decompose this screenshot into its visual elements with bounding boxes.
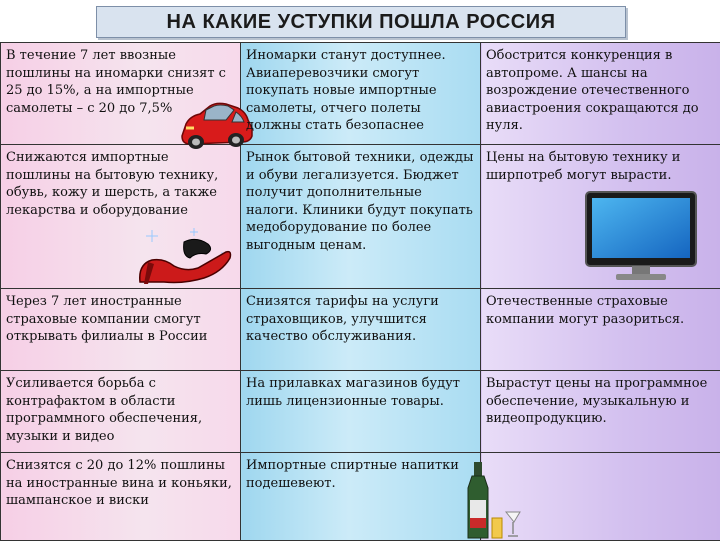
table-row: [1, 289, 720, 371]
measure-cell: [1, 453, 241, 541]
consequence-cell: [481, 371, 720, 453]
benefit-cell: [241, 453, 481, 541]
benefit-cell: [241, 43, 481, 145]
benefit-text: На прилавках магазинов будут лишь лицензионные товары.: [246, 375, 475, 410]
benefit-text: Снизятся тарифы на услуги страховщиков, улучшится качество обслуживания.: [246, 293, 475, 346]
table-row: [1, 43, 720, 145]
flat-screen-tv-icon: [582, 188, 700, 284]
table-row: [1, 453, 720, 541]
benefit-text: Импортные спиртные напитки подешевеют.: [246, 457, 475, 492]
measure-text: Снижаются импортные пошлины на бытовую технику, обувь, кожу и шерсть, а также лекарства и оборудование: [6, 149, 235, 219]
benefit-cell: [241, 371, 481, 453]
consequence-text: Отечественные страховые компании могут разориться.: [486, 293, 715, 328]
consequence-cell: [481, 289, 720, 371]
benefit-text: Иномарки станут доступнее. Авиаперевозчики смогут покупать новые импортные самолеты, отчего полеты должны стать безопаснее: [246, 47, 475, 135]
measure-text: Усиливается борьба с контрафактом в области программного обеспечения, музыки и видео: [6, 375, 235, 445]
consequence-cell: [481, 43, 720, 145]
measure-cell: [1, 371, 241, 453]
benefit-cell: [241, 145, 481, 289]
measure-text: Снизятся с 20 до 12% пошлины на иностранные вина и коньяки, шампанское и виски: [6, 457, 235, 510]
high-heel-shoe-icon: [134, 222, 236, 288]
consequence-text: Цены на бытовую технику и ширпотреб могут вырасти.: [486, 149, 715, 184]
benefit-cell: [241, 289, 481, 371]
measure-cell: [1, 289, 241, 371]
measure-text: В течение 7 лет ввозные пошлины на иномарки снизят с 25 до 15%, а на импортные самолеты – с 20 до 7,5%: [6, 47, 235, 117]
benefit-text: Рынок бытовой техники, одежды и обуви легализуется. Бюджет получит дополнительные налоги. Клиники будут покупать медоборудование по более выгодным ценам.: [246, 149, 475, 254]
consequence-text: Обострится конкуренция в автопроме. А шансы на возрождение отечественного авиастроения сокращаются до нуля.: [486, 47, 715, 135]
concessions-table: [0, 42, 720, 541]
page-title: НА КАКИЕ УСТУПКИ ПОШЛА РОССИЯ: [96, 6, 626, 38]
table-row: [1, 371, 720, 453]
measure-text: Через 7 лет иностранные страховые компании смогут открывать филиалы в России: [6, 293, 235, 346]
consequence-text: Вырастут цены на программное обеспечение, музыкальную и видеопродукцию.: [486, 375, 715, 428]
